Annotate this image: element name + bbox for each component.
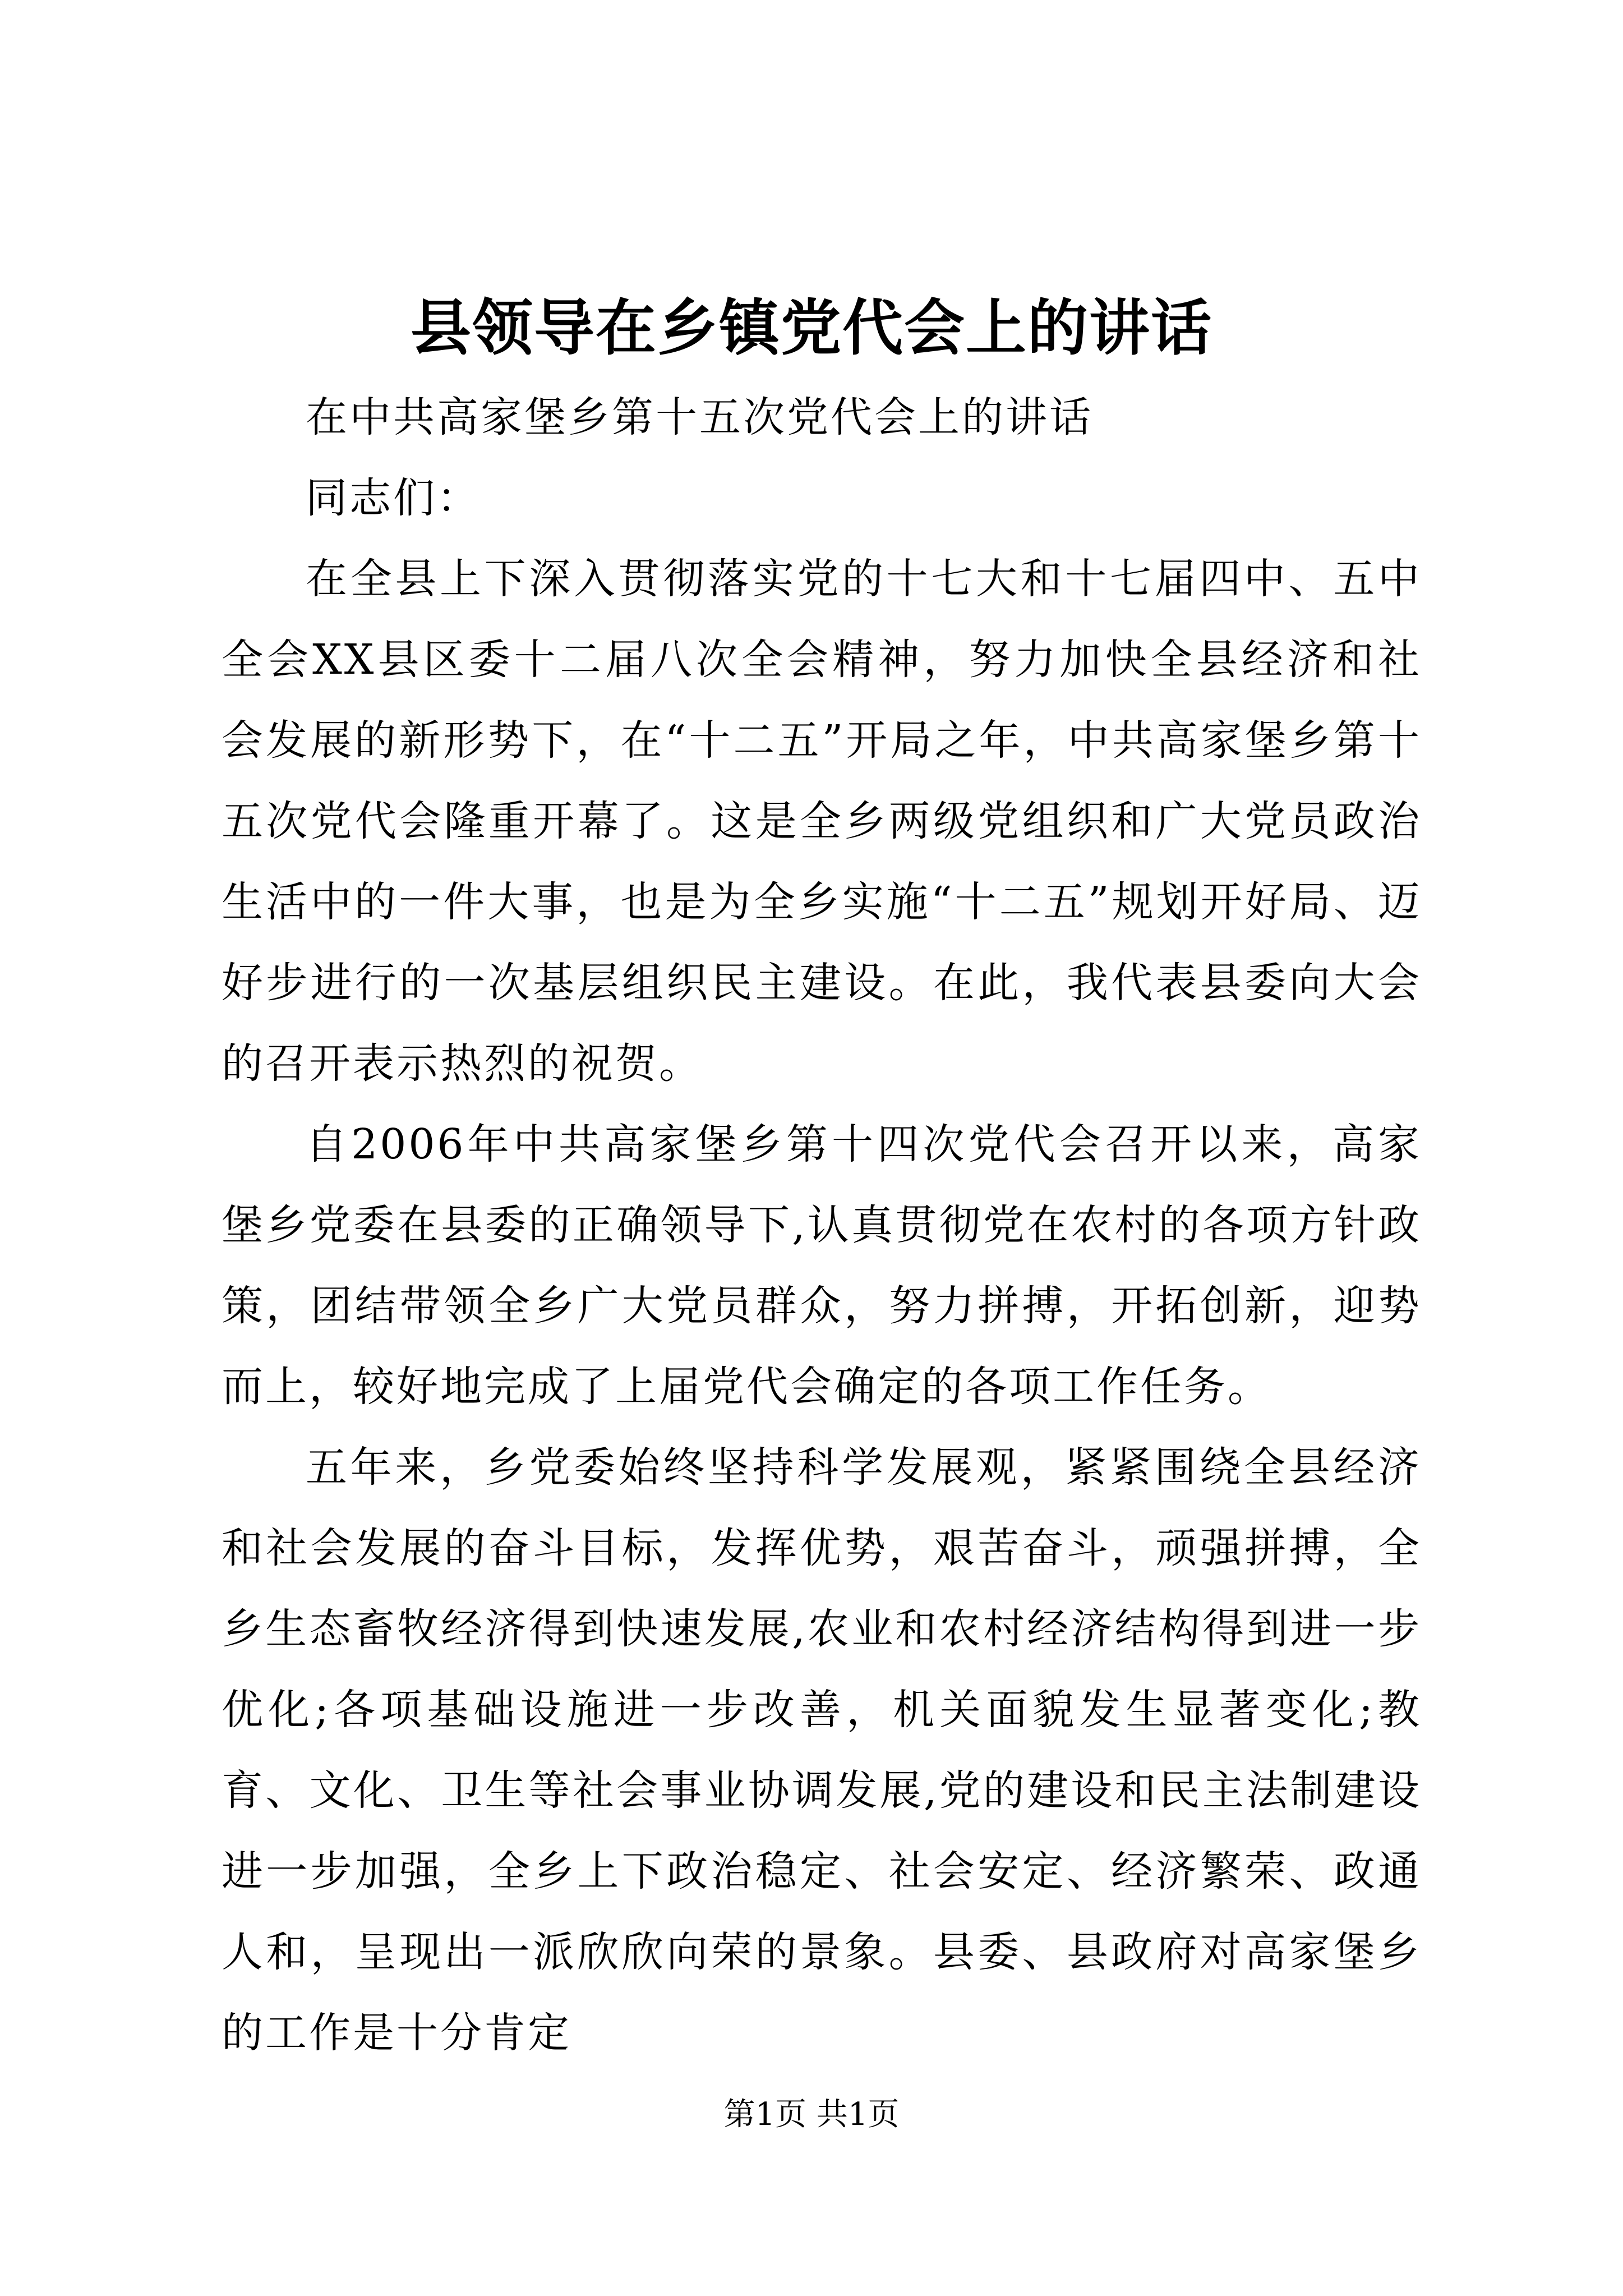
body-paragraph: 自2006年中共高家堡乡第十四次党代会召开以来，高家堡乡党委在县委的正确领导下,认真贯彻党在农村的各项方针政策，团结带领全乡广大党员群众，努力拼搏，开拓创新，迎势而上，较好地完成了上届党代会确定的各项工作任务。 bbox=[222, 1120, 1422, 1411]
document-title: 县领导在乡镇党代会上的讲话 bbox=[410, 293, 1212, 364]
body-paragraph: 五年来，乡党委始终坚持科学发展观，紧紧围绕全县经济和社会发展的奋斗目标，发挥优势，艰苦奋斗，顽强拼搏，全乡生态畜牧经济得到快速发展,农业和农村经济结构得到进一步优化;各项基础设施进一步改善，机关面貌发生显著变化;教育、文化、卫生等社会事业协调发展,党的建设和民主法制建设进一步加强，全乡上下政治稳定、社会安定、经济繁荣、政通人和，呈现出一派欣欣向荣的景象。县委、县政府对高家堡乡的工作是十分肯定 bbox=[222, 1443, 1422, 2057]
body-paragraph: 在全县上下深入贯彻落实党的十七大和十七届四中、五中全会XX县区委十二届八次全会精神，努力加快全县经济和社会发展的新形势下，在“十二五”开局之年，中共高家堡乡第十五次党代会隆重开幕了。这是全乡两级党组织和广大党员政治生活中的一件大事，也是为全乡实施“十二五”规划开好局、迈好步进行的一次基层组织民主建设。在此，我代表县委向大会的召开表示热烈的祝贺。 bbox=[222, 555, 1422, 1088]
page-footer: 第1页 共1页 bbox=[723, 2096, 900, 2133]
document-body bbox=[222, 377, 1422, 2073]
salutation-paragraph: 同志们： bbox=[306, 474, 481, 522]
subtitle-paragraph: 在中共高家堡乡第十五次党代会上的讲话 bbox=[306, 393, 1093, 441]
